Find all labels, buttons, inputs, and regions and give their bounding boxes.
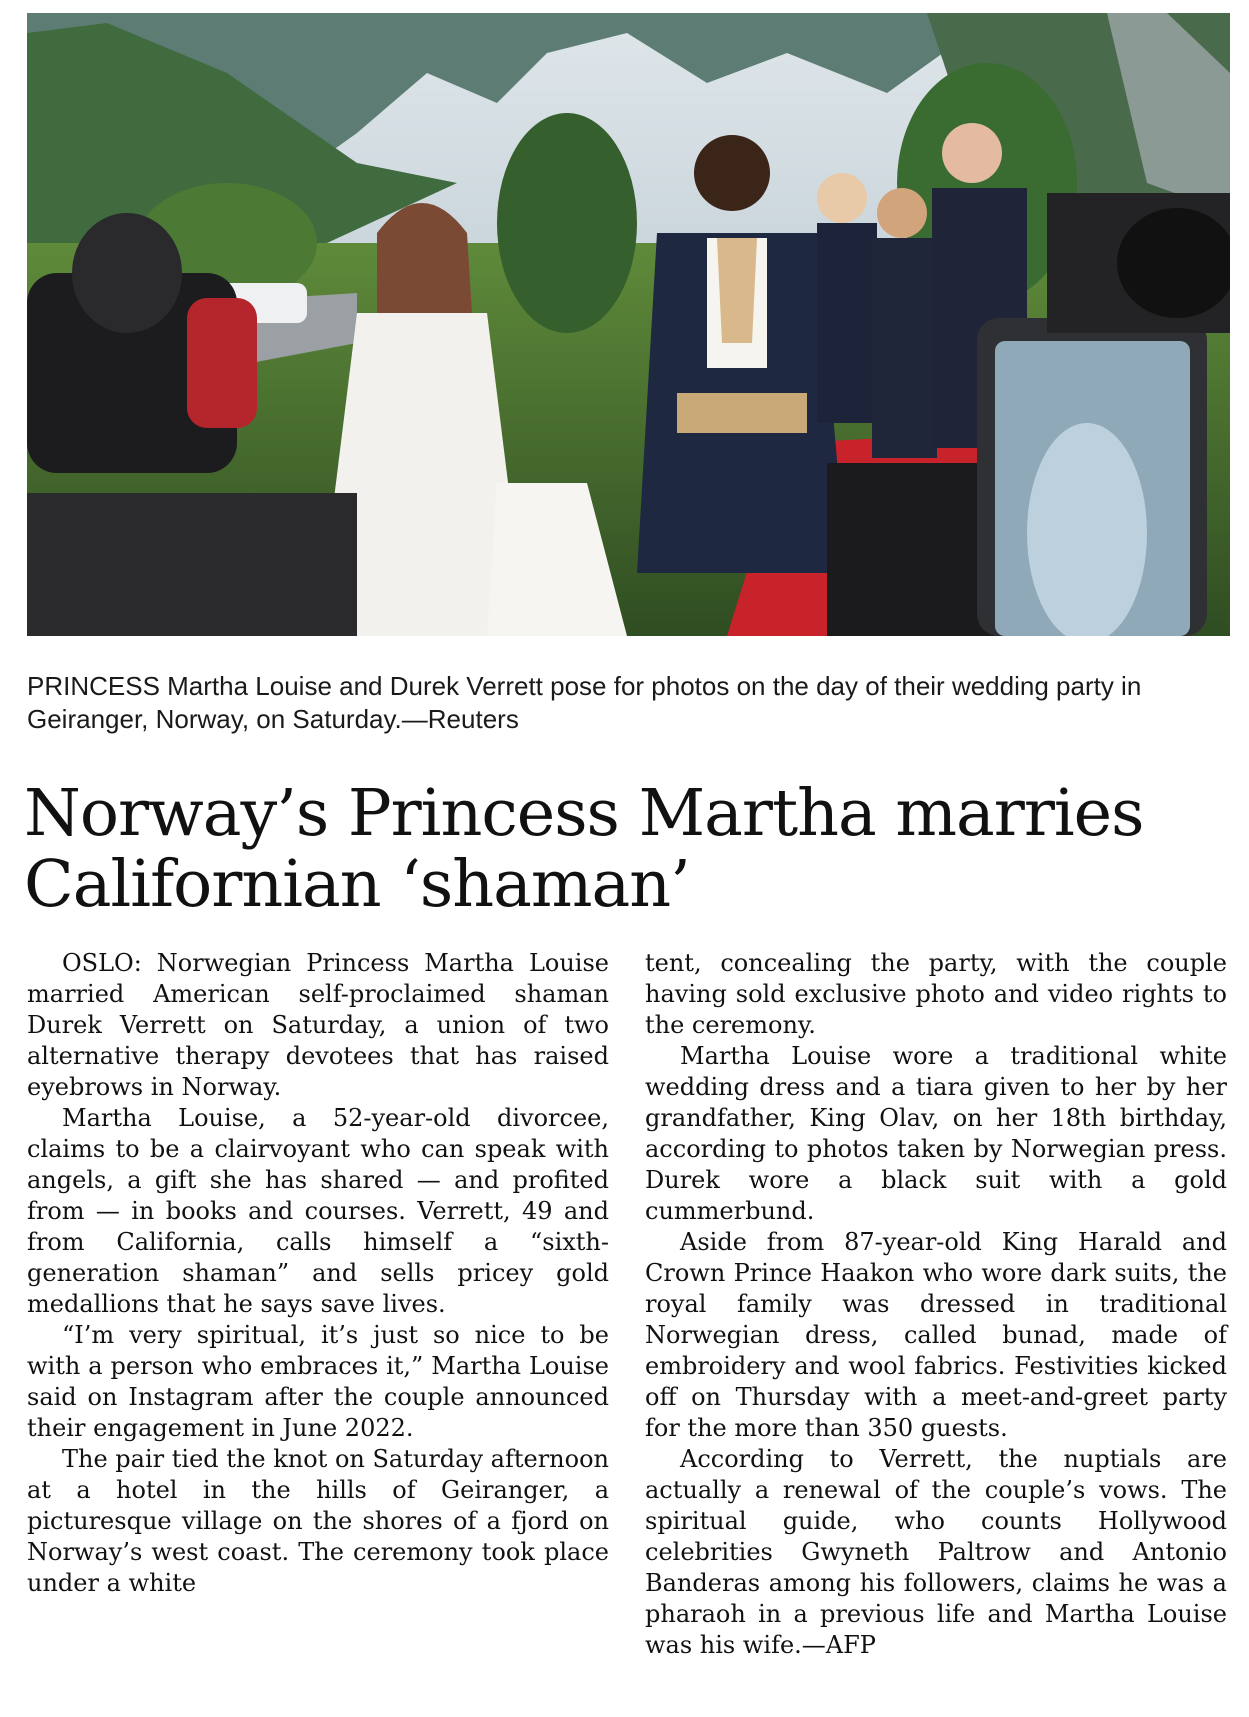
paragraph: The pair tied the knot on Saturday afternoon at a hotel in the hills of Geiranger, a picturesque village on the shores of a fjord on Norway’s west coast. The ceremony took place under a white	[27, 1445, 609, 1597]
paragraph: According to Verrett, the nuptials are actually a renewal of the couple’s vows. The spiritual guide, who counts Hollywood celebrities Gwyneth Paltrow and Antonio Banderas among his followers, claims he was a pharaoh in a previous life and Martha Louise was his wife.—AFP	[645, 1445, 1227, 1659]
photo-illustration	[27, 13, 1230, 636]
paragraph: Martha Louise, a 52-year-old divorcee, claims to be a clairvoyant who can speak with angels, a gift she has shared — and profited from — in books and courses. Verrett, 49 and from California, calls himself a “sixth-generation shaman” and sells pricey gold medallions that he says save lives.	[27, 1104, 609, 1318]
photo-caption: PRINCESS Martha Louise and Durek Verrett pose for photos on the day of their wedding party in Geiranger, Norway, on Saturday.—Reuters	[27, 671, 1142, 734]
article-column-left	[27, 948, 609, 1599]
paragraph: Martha Louise wore a traditional white wedding dress and a tiara given to her by her grandfather, King Olav, on her 18th birthday, according to photos taken by Norwegian press. Durek wore a black suit with a gold cummerbund.	[645, 1042, 1227, 1225]
headline: Norway’s Princess Martha marries Californian ‘shaman’	[24, 776, 1144, 922]
paragraph: OSLO: Norwegian Princess Martha Louise married American self-proclaimed shaman Durek Verrett on Saturday, a union of two alternative therapy devotees that has raised eyebrows in Norway.	[27, 949, 609, 1101]
paragraph: “I’m very spiritual, it’s just so nice to be with a person who embraces it,” Martha Louise said on Instagram after the couple announced their engagement in June 2022.	[27, 1321, 609, 1442]
paragraph: tent, concealing the party, with the couple having sold exclusive photo and video rights to the ceremony.	[645, 949, 1227, 1039]
article-photo	[27, 13, 1230, 636]
paragraph: Aside from 87-year-old King Harald and Crown Prince Haakon who wore dark suits, the royal family was dressed in traditional Norwegian dress, called bunad, made of embroidery and wool fabrics. Festivities kicked off on Thursday with a meet-and-greet party for the more than 350 guests.	[645, 1228, 1227, 1442]
article-column-right	[645, 948, 1227, 1661]
